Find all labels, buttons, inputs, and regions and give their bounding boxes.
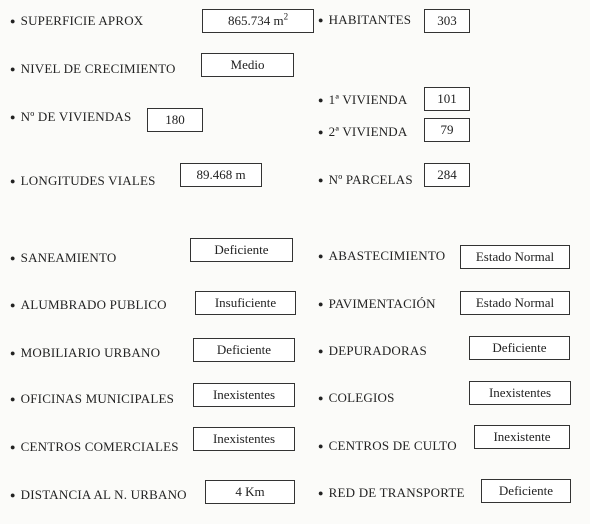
bullet-icon: ● bbox=[10, 64, 16, 74]
pavimentacion-label: ● PAVIMENTACIÓN bbox=[318, 296, 436, 311]
bullet-icon: ● bbox=[318, 393, 324, 403]
bullet-icon: ● bbox=[10, 16, 16, 26]
bullet-icon: ● bbox=[318, 441, 324, 451]
bullet-icon: ● bbox=[318, 299, 324, 309]
bullet-icon: ● bbox=[318, 175, 324, 185]
abastecimiento-value-field: Estado Normal bbox=[460, 245, 570, 269]
nivel-crecimiento-value-field: Medio bbox=[201, 53, 294, 77]
bullet-icon: ● bbox=[10, 348, 16, 358]
segunda-vivienda-value-field: 79 bbox=[424, 118, 470, 142]
primera-vivienda-label: ● 1ª VIVIENDA bbox=[318, 92, 408, 107]
colegios-label: ● COLEGIOS bbox=[318, 390, 395, 405]
habitantes-label: ● HABITANTES bbox=[318, 12, 412, 27]
bullet-icon: ● bbox=[318, 251, 324, 261]
culto-value-field: Inexistente bbox=[474, 425, 570, 449]
parcelas-value-field: 284 bbox=[424, 163, 470, 187]
pavimentacion-value-field: Estado Normal bbox=[460, 291, 570, 315]
viviendas-label: ● Nº DE VIVIENDAS bbox=[10, 109, 132, 124]
bullet-icon: ● bbox=[10, 176, 16, 186]
segunda-vivienda-label: ● 2ª VIVIENDA bbox=[318, 124, 408, 139]
transporte-label: ● RED DE TRANSPORTE bbox=[318, 485, 465, 500]
bullet-icon: ● bbox=[318, 95, 324, 105]
nivel-crecimiento-label: ● NIVEL DE CRECIMIENTO bbox=[10, 61, 176, 76]
oficinas-value-field: Inexistentes bbox=[193, 383, 295, 407]
bullet-icon: ● bbox=[10, 300, 16, 310]
transporte-value-field: Deficiente bbox=[481, 479, 571, 503]
bullet-icon: ● bbox=[10, 490, 16, 500]
parcelas-label: ● Nº PARCELAS bbox=[318, 172, 413, 187]
oficinas-label: ● OFICINAS MUNICIPALES bbox=[10, 391, 175, 406]
colegios-value-field: Inexistentes bbox=[469, 381, 571, 405]
superficie-label: ● SUPERFICIE APROX bbox=[10, 13, 144, 28]
bullet-icon: ● bbox=[10, 394, 16, 404]
mobiliario-label: ● MOBILIARIO URBANO bbox=[10, 345, 161, 360]
alumbrado-value-field: Insuficiente bbox=[195, 291, 296, 315]
bullet-icon: ● bbox=[318, 488, 324, 498]
superficie-value-field: 865.734 $m^2$ bbox=[202, 9, 314, 33]
bullet-icon: ● bbox=[10, 253, 16, 263]
saneamiento-label: ● SANEAMIENTO bbox=[10, 250, 117, 265]
mobiliario-value-field: Deficiente bbox=[193, 338, 295, 362]
bullet-icon: ● bbox=[318, 346, 324, 356]
bullet-icon: ● bbox=[318, 15, 324, 25]
saneamiento-value-field: Deficiente bbox=[190, 238, 293, 262]
longitudes-viales-value-field: 89.468 m bbox=[180, 163, 262, 187]
depuradoras-label: ● DEPURADORAS bbox=[318, 343, 427, 358]
distancia-label: ● DISTANCIA AL N. URBANO bbox=[10, 487, 187, 502]
bullet-icon: ● bbox=[318, 127, 324, 137]
comerciales-value-field: Inexistentes bbox=[193, 427, 295, 451]
alumbrado-label: ● ALUMBRADO PUBLICO bbox=[10, 297, 167, 312]
longitudes-viales-label: ● LONGITUDES VIALES bbox=[10, 173, 156, 188]
primera-vivienda-value-field: 101 bbox=[424, 87, 470, 111]
bullet-icon: ● bbox=[10, 112, 16, 122]
abastecimiento-label: ● ABASTECIMIENTO bbox=[318, 248, 446, 263]
viviendas-value-field: 180 bbox=[147, 108, 203, 132]
depuradoras-value-field: Deficiente bbox=[469, 336, 570, 360]
habitantes-value-field: 303 bbox=[424, 9, 470, 33]
bullet-icon: ● bbox=[10, 442, 16, 452]
comerciales-label: ● CENTROS COMERCIALES bbox=[10, 439, 179, 454]
distancia-value-field: 4 Km bbox=[205, 480, 295, 504]
culto-label: ● CENTROS DE CULTO bbox=[318, 438, 457, 453]
